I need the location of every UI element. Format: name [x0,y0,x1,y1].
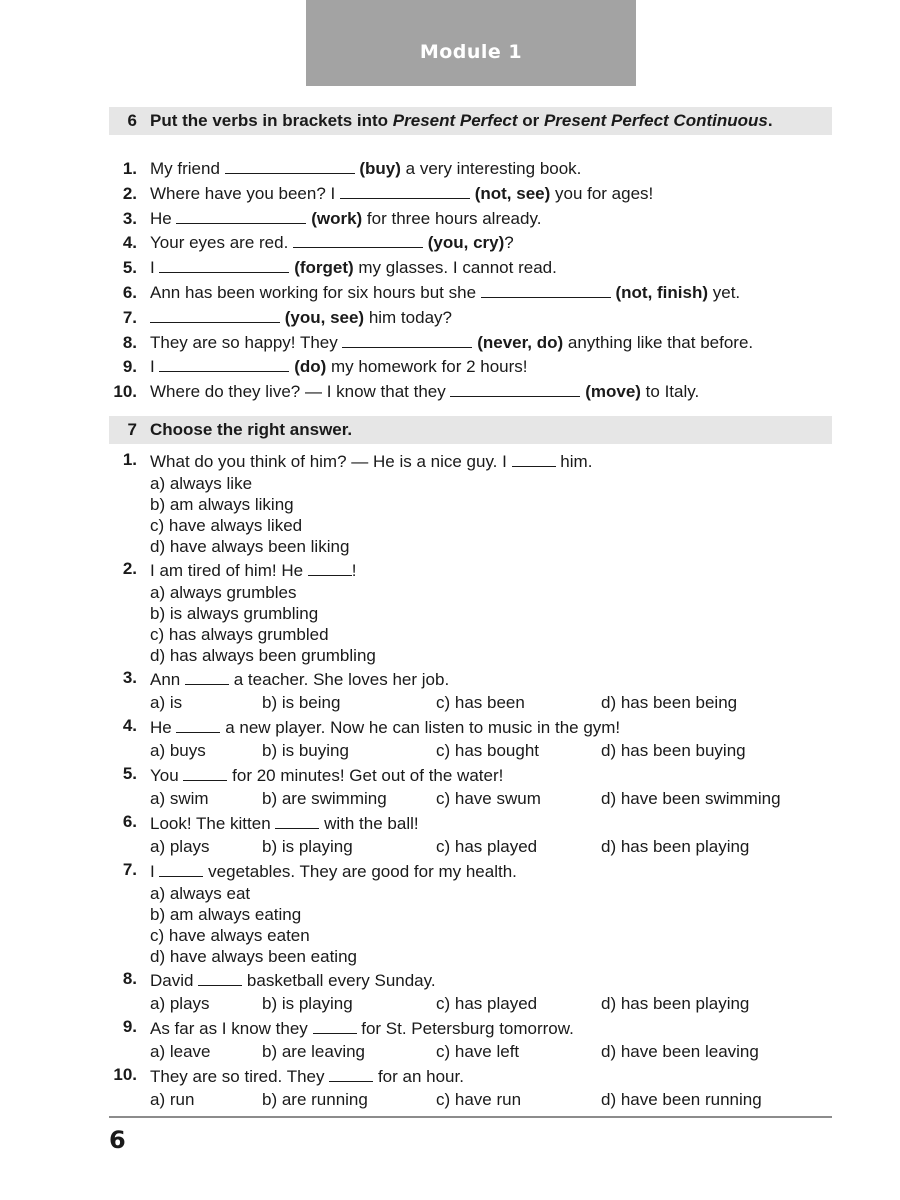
answer-blank [512,450,556,467]
exercise-item [109,380,832,405]
answer-blank [150,306,280,323]
answer-option: b) is buying [262,741,349,760]
answer-blank [159,355,289,372]
answer-blank [176,207,306,224]
answer-option: d) has been buying [601,741,746,760]
verb-hint: (not, finish) [615,282,709,302]
answer-option: c) have run [436,1090,522,1109]
verb-hint: (not, see) [474,183,551,203]
answer-option: c) has played [436,837,538,856]
answer-options-row [150,691,832,714]
question-text-before: You [150,766,184,785]
item-text-before: Ann has been working for six hours but she [150,282,481,302]
answer-option: d) has been being [601,693,738,712]
item-number: 6. [122,282,137,302]
question-text-after: for St. Petersburg tomorrow. [356,1019,574,1038]
bottom-rule [109,1116,832,1118]
item-number: 5. [122,764,137,783]
answer-option: c) has always grumbled [150,625,329,644]
question-item [109,1065,832,1111]
item-number: 5. [122,258,137,278]
question-text-after: for 20 minutes! Get out of the water! [227,766,504,785]
answer-blank [340,182,470,199]
answer-options-row [150,739,832,762]
item-number: 3. [122,208,137,228]
question-text-before: Ann [150,670,185,689]
item-number: 7. [122,860,137,879]
task-7-items [109,450,832,1113]
answer-option: a) swim [150,789,209,808]
answer-option: d) have been running [601,1090,762,1109]
item-text-before: He [150,208,177,228]
answer-option: b) is playing [262,837,353,856]
item-text-before: Where have you been? I [150,183,340,203]
question-text [150,1017,832,1040]
item-text-before: They are so happy! They [150,332,343,352]
question-item [109,969,832,1015]
answer-blank [275,812,319,829]
question-text-after: for an hour. [373,1067,464,1086]
question-item [109,668,832,714]
answer-option: d) has always been grumbling [150,646,376,665]
item-text-before: Where do they live? — I know that they [150,382,451,402]
verb-hint: (never, do) [477,332,564,352]
item-number: 4. [122,716,137,735]
answer-option: a) plays [150,994,210,1013]
item-number: 4. [122,233,137,253]
item-number: 6. [122,812,137,831]
question-text-before: He [150,718,177,737]
item-text-after: ? [504,233,514,253]
task-6-header [109,107,832,135]
answer-blank [293,231,423,248]
exercise-item [109,157,832,182]
exercise-item [109,256,832,281]
question-text-before: As far as I know they [150,1019,313,1038]
verb-hint: (move) [585,382,641,402]
question-text-before: David [150,971,199,990]
exercise-item [109,207,832,232]
item-text-after: my glasses. I cannot read. [353,258,557,278]
verb-hint: (you, cry) [427,233,505,253]
answer-option: a) plays [150,837,210,856]
item-text-before: I [150,357,160,377]
task-7-number: 7 [127,420,137,439]
item-number: 10. [113,1065,137,1084]
item-text-after: yet. [708,282,741,302]
question-text-before: I am tired of him! He [150,561,308,580]
task-6-items [109,157,832,405]
question-item [109,764,832,810]
answer-blank [313,1017,357,1034]
answer-blank [342,331,472,348]
answer-options-row [150,1040,832,1063]
answer-blank [159,860,203,877]
question-text-after: ! [351,561,357,580]
answer-option: c) has played [436,994,538,1013]
answer-option: d) has been playing [601,994,750,1013]
verb-hint: (you, see) [284,307,365,327]
answer-option: b) am always eating [150,905,302,924]
question-text-before: Look! The kitten [150,814,276,833]
answer-options-row [150,835,832,858]
question-text-after: a teacher. She loves her job. [228,670,450,689]
item-text-after: a very interesting book. [400,159,582,178]
item-text-after: my homework for 2 hours! [326,357,528,377]
verb-hint: (buy) [359,159,401,178]
question-text [150,764,832,787]
answer-options-row [150,992,832,1015]
question-text-after: with the ball! [319,814,419,833]
answer-blank [329,1065,373,1082]
exercise-item [109,355,832,380]
answer-option: b) are leaving [262,1042,366,1061]
module-tab [306,0,636,86]
item-number: 8. [122,969,137,988]
question-text [150,716,832,739]
answer-option: c) has bought [436,741,540,760]
answer-blank [176,716,220,733]
answer-option: a) always eat [150,884,251,903]
answer-option: c) have left [436,1042,520,1061]
answer-option: d) have always been liking [150,537,350,556]
question-item [109,1017,832,1063]
answer-option: b) are swimming [262,789,387,808]
answer-option: a) leave [150,1042,211,1061]
answer-option: b) am always liking [150,495,294,514]
question-text-after: him. [555,452,593,471]
item-text-before: I [150,258,160,278]
item-number: 9. [122,357,137,377]
question-text [150,969,832,992]
task-6-instruction: Put the verbs in brackets into Present Perfect or Present Perfect Continuous. [150,111,773,130]
question-text [150,559,832,582]
answer-option: b) is always grumbling [150,604,319,623]
answer-option: b) is being [262,693,341,712]
question-item [109,716,832,762]
question-text [150,450,832,473]
answer-option: b) are running [262,1090,368,1109]
answer-blank [198,969,242,986]
item-text-after: anything like that before. [563,332,754,352]
exercise-item [109,182,832,207]
item-number: 8. [122,332,137,352]
answer-option: a) buys [150,741,206,760]
item-text-after: him today? [364,307,452,327]
task-6-number: 6 [127,111,137,130]
answer-option: d) have been leaving [601,1042,759,1061]
answer-blank [183,764,227,781]
item-number: 2. [122,559,137,578]
item-number: 10. [113,382,137,402]
answer-option: b) is playing [262,994,353,1013]
answer-option: a) is [150,693,183,712]
exercise-item [109,281,832,306]
question-item [109,450,832,557]
verb-hint: (do) [294,357,327,377]
question-text [150,812,832,835]
item-text-before: Your eyes are red. [150,233,294,253]
question-text-before: I [150,862,160,881]
answer-option: a) always grumbles [150,583,297,602]
item-number: 9. [122,1017,137,1036]
item-text-after: to Italy. [640,382,700,402]
answer-options-row [150,1088,832,1111]
answer-options-row [150,787,832,810]
question-text-before: They are so tired. They [150,1067,330,1086]
exercise-item [109,306,832,331]
question-text-after: a new player. Now he can listen to music in the gym! [220,718,621,737]
item-number: 7. [122,307,137,327]
answer-option: a) run [150,1090,195,1109]
verb-hint: (forget) [294,258,354,278]
answer-blank [481,281,611,298]
verb-hint: (work) [311,208,363,228]
question-text-after: basketball every Sunday. [242,971,436,990]
answer-option: c) have always liked [150,516,303,535]
page-number: 6 [109,1126,126,1154]
question-text-after: vegetables. They are good for my health. [203,862,517,881]
question-text [150,1065,832,1088]
question-text-before: What do you think of him? — He is a nice guy. I [150,452,512,471]
module-title: Module 1 [419,41,523,63]
exercise-item [109,231,832,256]
answer-option: c) have swum [436,789,541,808]
answer-blank [185,668,229,685]
item-text-after: you for ages! [550,183,654,203]
answer-blank [308,559,352,576]
answer-option: a) always like [150,474,253,493]
item-number: 3. [122,668,137,687]
question-text [150,668,832,691]
answer-option: d) have been swimming [601,789,781,808]
question-item [109,860,832,967]
exercise-item [109,331,832,356]
item-number: 1. [122,450,137,469]
item-text-before: My friend [150,159,225,178]
task-7-instruction: Choose the right answer. [150,420,353,439]
question-text [150,860,832,883]
task-7-header [109,416,832,444]
answer-blank [225,157,355,174]
question-item [109,812,832,858]
question-item [109,559,832,666]
answer-option: c) have always eaten [150,926,310,945]
answer-option: d) have always been eating [150,947,357,966]
item-text-after: for three hours already. [362,208,542,228]
answer-option: c) has been [436,693,525,712]
answer-blank [450,380,580,397]
item-number: 2. [122,183,137,203]
answer-option: d) has been playing [601,837,750,856]
item-number: 1. [122,159,137,178]
answer-blank [159,256,289,273]
